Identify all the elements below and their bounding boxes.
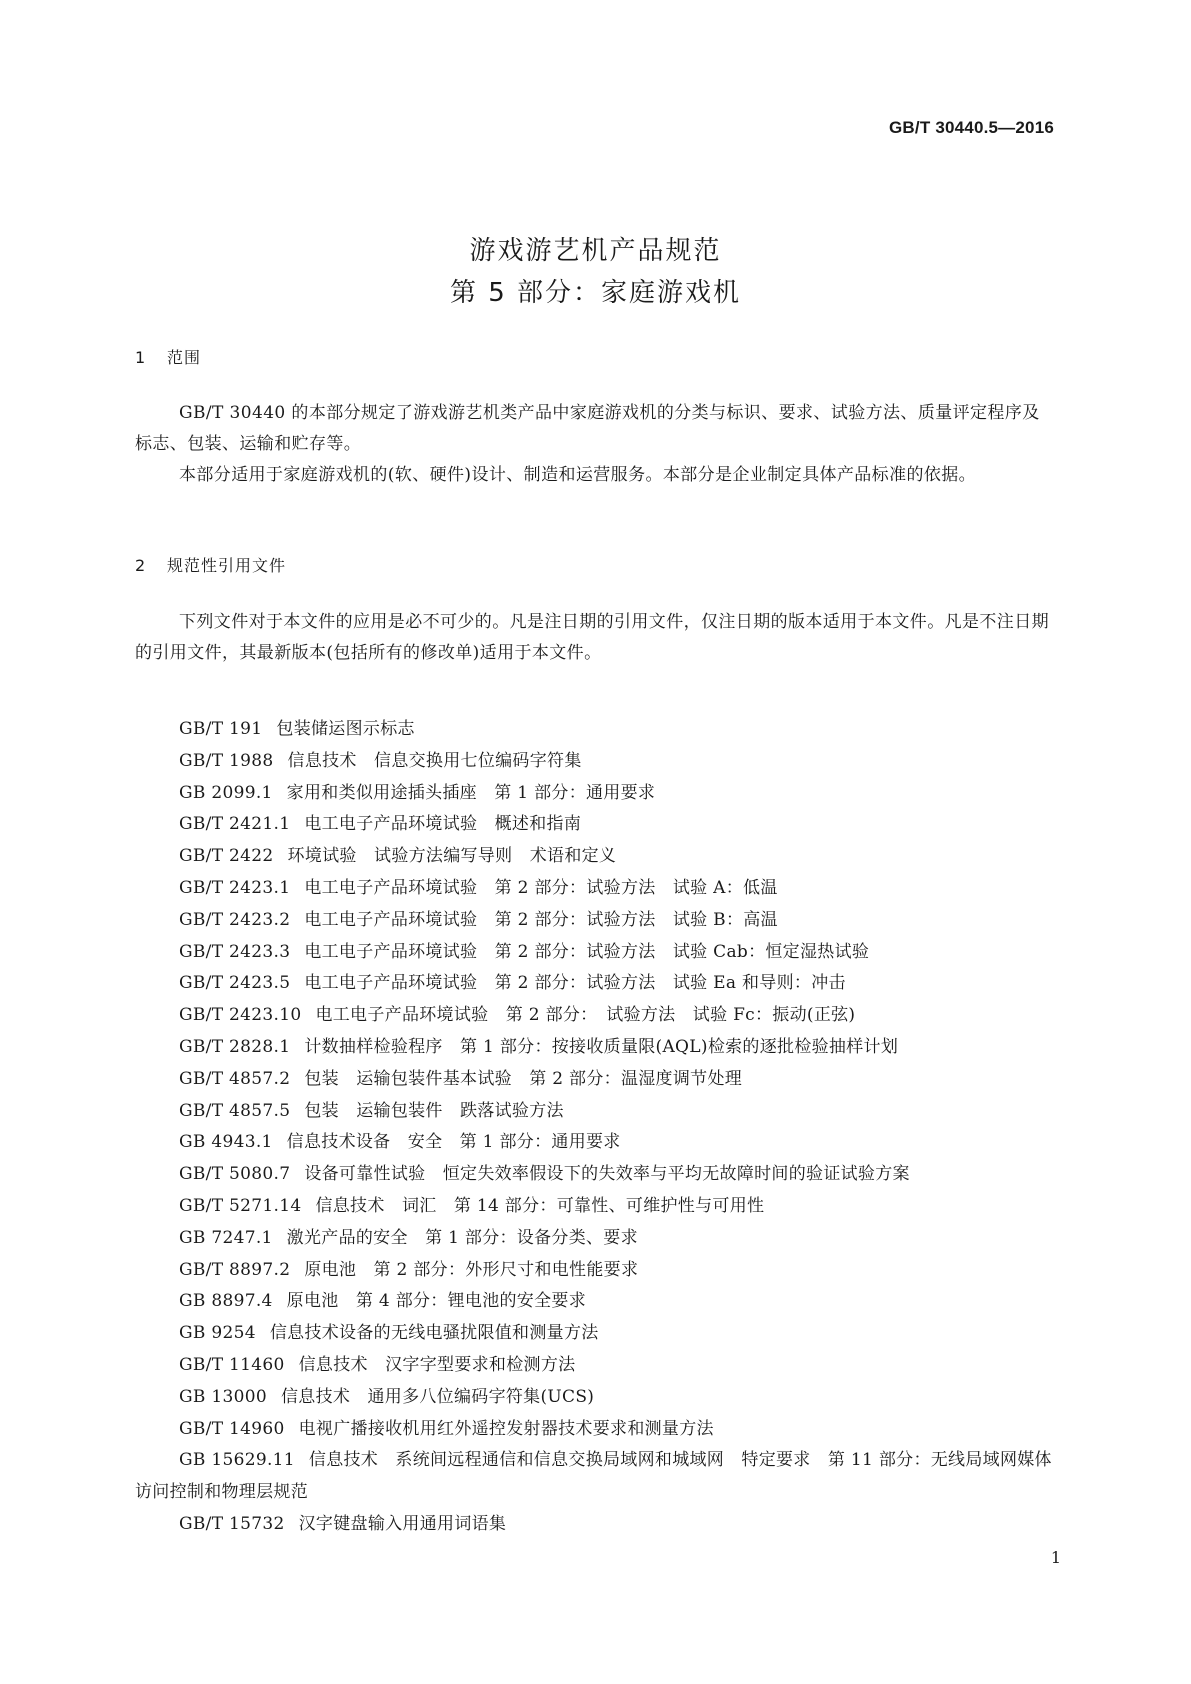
reference-title: 电工电子产品环境试验 第 2 部分：试验方法 试验 B：高温 (304, 909, 778, 930)
reference-code: GB/T 2421.1 (179, 814, 291, 835)
document-subtitle: 第 5 部分：家庭游戏机 (449, 278, 742, 308)
reference-code: GB/T 15732 (179, 1513, 285, 1534)
reference-title: 信息技术 通用多八位编码字符集(UCS) (280, 1386, 595, 1407)
reference-title: 家用和类似用途插头插座 第 1 部分：通用要求 (286, 782, 656, 803)
reference-code: GB 2099.1 (179, 782, 273, 803)
reference-code: GB/T 14960 (179, 1418, 285, 1439)
reference-code: GB/T 2422 (179, 846, 274, 867)
reference-item (135, 968, 1057, 1000)
reference-item (135, 873, 1057, 905)
reference-item (135, 1191, 1057, 1223)
reference-title: 电工电子产品环境试验 第 2 部分：试验方法 试验 Cab：恒定湿热试验 (304, 941, 870, 962)
reference-title: 信息技术设备的无线电骚扰限值和测量方法 (269, 1323, 599, 1344)
section-1-title: 范围 (167, 348, 202, 367)
reference-code: GB 8897.4 (179, 1291, 273, 1312)
reference-code: GB/T 2423.2 (179, 909, 291, 930)
reference-code: GB/T 2423.5 (179, 973, 291, 994)
reference-item (135, 1350, 1057, 1382)
reference-title: 计数抽样检验程序 第 1 部分：按接收质量限(AQL)检索的逐批检验抽样计划 (304, 1036, 899, 1057)
reference-item (135, 1159, 1057, 1191)
reference-code: GB/T 191 (179, 719, 263, 739)
reference-title: 包装储运图示标志 (276, 719, 415, 739)
reference-code: GB/T 8897.2 (179, 1259, 291, 1280)
reference-title: 信息技术设备 安全 第 1 部分：通用要求 (286, 1132, 621, 1153)
reference-title: 电工电子产品环境试验 第 2 部分：试验方法 试验 Ea 和导则：冲击 (304, 973, 846, 994)
reference-item (135, 841, 1057, 873)
reference-title: 电工电子产品环境试验 第 2 部分： 试验方法 试验 Fc：振动(正弦) (315, 1005, 856, 1026)
reference-code: GB/T 2423.10 (179, 1005, 302, 1026)
reference-item (135, 1255, 1057, 1287)
reference-item (135, 1445, 1057, 1509)
section-1-heading (135, 345, 201, 368)
reference-code: GB/T 4857.2 (179, 1068, 291, 1089)
section-2-heading (135, 553, 286, 576)
reference-item (135, 1414, 1057, 1446)
reference-code: GB/T 5271.14 (179, 1195, 302, 1216)
reference-title: 电工电子产品环境试验 第 2 部分：试验方法 试验 A：低温 (304, 877, 778, 898)
section-1-paragraph-2: 本部分适用于家庭游戏机的(软、硬件)设计、制造和运营服务。本部分是企业制定具体产品标准的依据。 (179, 465, 977, 485)
section-1-number: 1 (135, 348, 147, 367)
reference-item (135, 1223, 1057, 1255)
reference-code: GB/T 2828.1 (179, 1036, 291, 1057)
reference-title: 信息技术 系统间远程通信和信息交换局域网和城域网 特定要求 第 11 部分：无线局域网媒体访问控制和物理层规范 (135, 1450, 1052, 1503)
section-2-title: 规范性引用文件 (167, 556, 287, 575)
section-2-intro: 下列文件对于本文件的应用是必不可少的。凡是注日期的引用文件，仅注日期的版本适用于本文件。凡是不注日期的引用文件，其最新版本(包括所有的修改单)适用于本文件。 (135, 612, 1049, 663)
reference-item (135, 778, 1057, 810)
reference-item (135, 714, 1057, 746)
reference-title: 设备可靠性试验 恒定失效率假设下的失效率与平均无故障时间的验证试验方案 (304, 1164, 910, 1185)
reference-title: 信息技术 词汇 第 14 部分：可靠性、可维护性与可用性 (315, 1195, 765, 1216)
reference-item (135, 1509, 1057, 1541)
reference-code: GB/T 4857.5 (179, 1100, 291, 1121)
reference-item (135, 1127, 1057, 1159)
reference-item (135, 937, 1057, 969)
reference-title: 信息技术 汉字字型要求和检测方法 (298, 1354, 576, 1375)
reference-code: GB 13000 (179, 1386, 267, 1407)
reference-item (135, 1382, 1057, 1414)
reference-item (135, 1318, 1057, 1350)
reference-code: GB/T 5080.7 (179, 1164, 291, 1185)
reference-item (135, 1096, 1057, 1128)
section-2-number: 2 (135, 556, 147, 575)
reference-title: 包装 运输包装件 跌落试验方法 (304, 1100, 564, 1121)
reference-item (135, 1032, 1057, 1064)
reference-title: 汉字键盘输入用通用词语集 (298, 1513, 507, 1534)
reference-item (135, 1000, 1057, 1032)
reference-title: 电视广播接收机用红外遥控发射器技术要求和测量方法 (298, 1418, 714, 1439)
reference-item (135, 746, 1057, 778)
document-title: 游戏游艺机产品规范 (469, 236, 722, 266)
reference-title: 原电池 第 2 部分：外形尺寸和电性能要求 (304, 1259, 639, 1280)
reference-code: GB 9254 (179, 1323, 256, 1344)
reference-code: GB 7247.1 (179, 1227, 273, 1248)
reference-code: GB/T 1988 (179, 750, 274, 771)
reference-item (135, 809, 1057, 841)
reference-code: GB/T 11460 (179, 1354, 285, 1375)
reference-item (135, 1064, 1057, 1096)
reference-title: 环境试验 试验方法编写导则 术语和定义 (287, 846, 617, 867)
page-number: 1 (1050, 1548, 1061, 1567)
reference-code: GB 15629.11 (179, 1450, 295, 1471)
reference-list (135, 714, 1057, 1541)
reference-code: GB/T 2423.1 (179, 877, 291, 898)
reference-title: 电工电子产品环境试验 概述和指南 (304, 814, 582, 835)
section-1-paragraph-1: GB/T 30440 的本部分规定了游戏游艺机类产品中家庭游戏机的分类与标识、要求、试验方法、质量评定程序及标志、包装、运输和贮存等。 (135, 403, 1040, 454)
reference-title: 包装 运输包装件基本试验 第 2 部分：温湿度调节处理 (304, 1068, 743, 1089)
reference-title: 激光产品的安全 第 1 部分：设备分类、要求 (286, 1227, 638, 1248)
reference-item (135, 905, 1057, 937)
reference-code: GB 4943.1 (179, 1132, 273, 1153)
reference-title: 原电池 第 4 部分：锂电池的安全要求 (286, 1291, 586, 1312)
standard-code: GB/T 30440.5—2016 (889, 118, 1054, 137)
reference-title: 信息技术 信息交换用七位编码字符集 (287, 750, 582, 771)
reference-code: GB/T 2423.3 (179, 941, 291, 962)
reference-item (135, 1286, 1057, 1318)
